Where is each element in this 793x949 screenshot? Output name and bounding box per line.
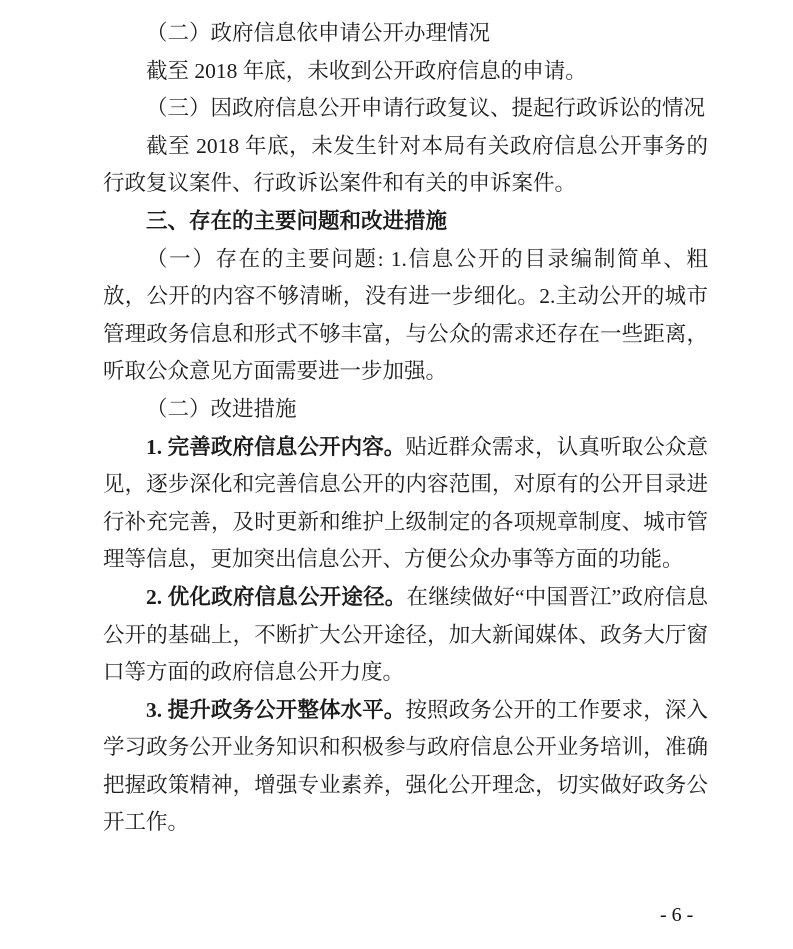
section-heading bbox=[103, 203, 708, 241]
text-run: 1.信息公开的目录编制简单、粗放，公开的内容不够清晰，没有进一步细化。2.主动公开的城市管理政务信息和形式不够丰富，与公众的需求还存在一些距离，听取公众意见方面需要进一步加强。 bbox=[103, 246, 708, 384]
text-run: 截至 2018 年底，未发生针对本局有关政府信息公开事务的行政复议案件、行政诉讼案件和有关的申诉案件。 bbox=[103, 133, 708, 196]
body-paragraph bbox=[103, 128, 708, 203]
bold-lead-text: 1. 完善政府信息公开内容。 bbox=[146, 434, 406, 459]
bold-lead-text: 三、存在的主要问题和改进措施 bbox=[146, 208, 448, 233]
sub-heading bbox=[103, 391, 708, 429]
text-run: 在继续做好“中国晋江”政府信息公开的基础上，不断扩大公开途径，加大新闻媒体、政务大厅窗口等方面的政府信息公开力度。 bbox=[103, 584, 708, 685]
bold-lead-text: 3. 提升政务公开整体水平。 bbox=[146, 697, 406, 722]
body-paragraph bbox=[103, 692, 708, 842]
kaiti-text: （三）因政府信息公开申请行政复议、提起行政诉讼的情况 bbox=[146, 96, 706, 121]
document-body bbox=[103, 15, 708, 842]
text-run: 按照政务公开的工作要求，深入学习政务公开业务知识和积极参与政府信息公开业务培训，准确把握政策精神，增强专业素养，强化公开理念，切实做好政务公开工作。 bbox=[103, 697, 708, 835]
text-run: 贴近群众需求，认真听取公众意见，逐步深化和完善信息公开的内容范围，对原有的公开目录进行补充完善，及时更新和维护上级制定的各项规章制度、城市管理等信息，更加突出信息公开、方便公众办事等方面的功能。 bbox=[103, 434, 708, 572]
body-paragraph bbox=[103, 579, 708, 692]
kaiti-text: （一）存在的主要问题: bbox=[146, 246, 391, 271]
kaiti-text: （二）改进措施 bbox=[146, 396, 297, 421]
sub-heading bbox=[103, 90, 708, 128]
body-paragraph bbox=[103, 241, 708, 391]
page-number: - 6 - bbox=[660, 904, 694, 926]
text-run: 截至 2018 年底，未收到公开政府信息的申请。 bbox=[146, 58, 587, 83]
kaiti-text: （二）政府信息依申请公开办理情况 bbox=[146, 21, 491, 45]
body-paragraph bbox=[103, 429, 708, 579]
body-paragraph bbox=[103, 53, 708, 91]
bold-lead-text: 2. 优化政府信息公开途径。 bbox=[146, 584, 407, 609]
sub-heading bbox=[103, 15, 708, 53]
